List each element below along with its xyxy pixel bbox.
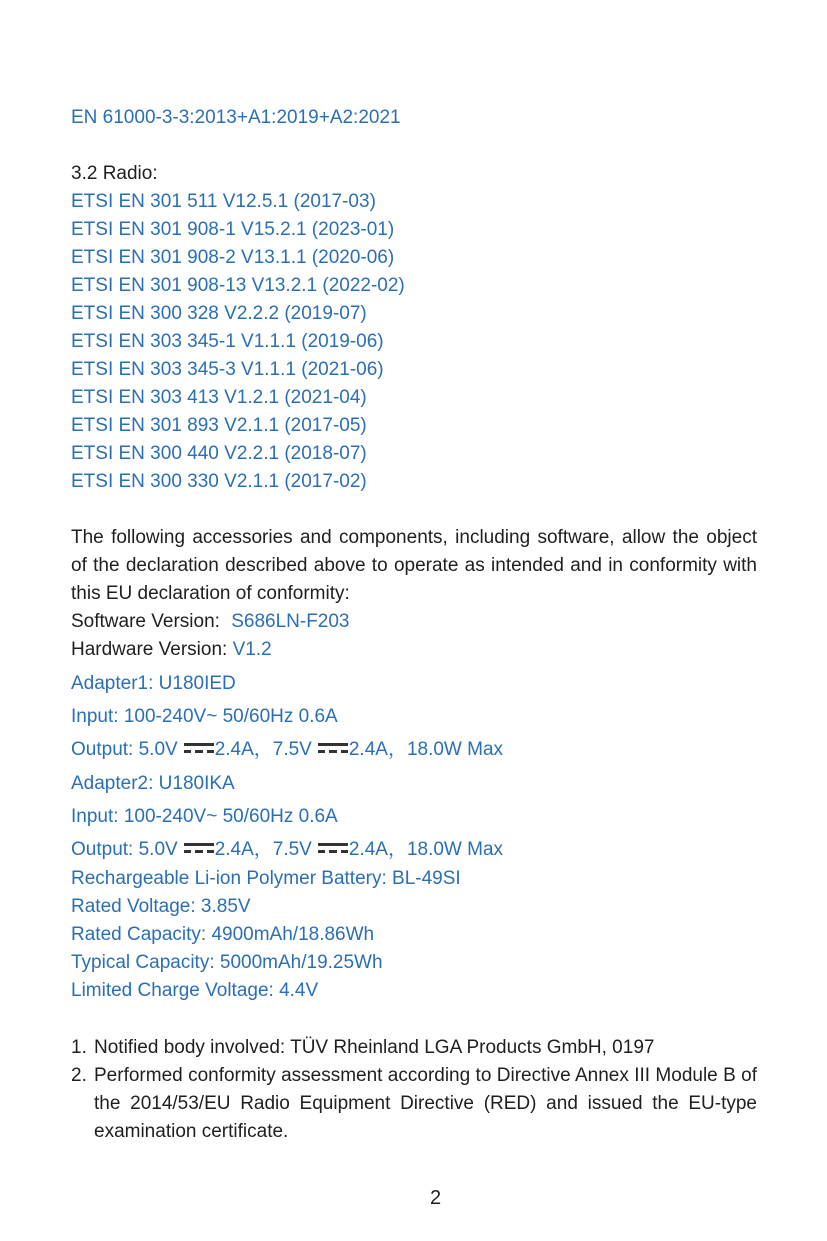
dc-symbol-icon	[184, 742, 214, 754]
adapter2-input: Input: 100-240V~ 50/60Hz 0.6A	[71, 806, 338, 827]
dc-symbol-icon	[318, 742, 348, 754]
adapter2-output-suffix: 2.4A，18.0W Max	[348, 839, 504, 860]
radio-standard: ETSI EN 303 345-1 V1.1.1 (2019-06)	[71, 331, 384, 352]
adapter1-output-suffix: 2.4A，18.0W Max	[348, 739, 504, 760]
battery-name: Rechargeable Li-ion Polymer Battery: BL-49SI	[71, 868, 461, 889]
hardware-version-value: V1.2	[232, 639, 272, 660]
adapter1-output	[71, 738, 503, 762]
software-version-value: S686LN-F203	[231, 611, 350, 632]
software-version-line	[71, 610, 350, 634]
radio-standard: ETSI EN 303 413 V1.2.1 (2021-04)	[71, 387, 367, 408]
radio-standard: ETSI EN 300 328 V2.2.2 (2019-07)	[71, 303, 367, 324]
accessories-paragraph: The following accessories and components, including software, allow the object of the declaration described above to operate as intended and in conformity with this EU declaration of conformity:	[71, 527, 757, 604]
adapter2-output-mid: 2.4A，7.5V	[214, 839, 312, 860]
adapter2-output	[71, 838, 503, 862]
note-text: Performed conformity assessment according to Directive Annex III Module B of the 2014/53/EU Radio Equipment Directive (RED) and issued the EU-type examination certificate.	[94, 1065, 757, 1142]
note-text: Notified body involved: TÜV Rheinland LGA Products GmbH, 0197	[94, 1037, 655, 1058]
adapter1-output-prefix: Output: 5.0V	[71, 739, 178, 760]
adapter1-name: Adapter1: U180IED	[71, 673, 236, 694]
top-standard: EN 61000-3-3:2013+A1:2019+A2:2021	[71, 107, 401, 128]
page-number: 2	[429, 1187, 442, 1209]
battery-limited-charge-voltage: Limited Charge Voltage: 4.4V	[71, 980, 319, 1001]
dc-symbol-icon	[318, 842, 348, 854]
radio-standard: ETSI EN 301 893 V2.1.1 (2017-05)	[71, 415, 367, 436]
radio-standard: ETSI EN 300 330 V2.1.1 (2017-02)	[71, 471, 367, 492]
battery-rated-capacity: Rated Capacity: 4900mAh/18.86Wh	[71, 924, 375, 945]
battery-typical-capacity: Typical Capacity: 5000mAh/19.25Wh	[71, 952, 383, 973]
dc-symbol-icon	[184, 842, 214, 854]
radio-heading: 3.2 Radio:	[71, 163, 158, 184]
radio-standard: ETSI EN 301 908-13 V13.2.1 (2022-02)	[71, 275, 405, 296]
hardware-version-label: Hardware Version:	[71, 639, 228, 660]
adapter2-name: Adapter2: U180IKA	[71, 773, 235, 794]
radio-standard: ETSI EN 301 511 V12.5.1 (2017-03)	[71, 191, 376, 212]
adapter1-output-mid: 2.4A，7.5V	[214, 739, 312, 760]
adapter1-input: Input: 100-240V~ 50/60Hz 0.6A	[71, 706, 338, 727]
radio-standard: ETSI EN 300 440 V2.2.1 (2018-07)	[71, 443, 367, 464]
hardware-version-line	[71, 638, 272, 662]
note-number: 2.	[71, 1065, 87, 1086]
battery-rated-voltage: Rated Voltage: 3.85V	[71, 896, 251, 917]
radio-standard: ETSI EN 301 908-1 V15.2.1 (2023-01)	[71, 219, 395, 240]
radio-standard: ETSI EN 301 908-2 V13.1.1 (2020-06)	[71, 247, 395, 268]
note-number: 1.	[71, 1037, 87, 1058]
radio-standard: ETSI EN 303 345-3 V1.1.1 (2021-06)	[71, 359, 384, 380]
software-version-label: Software Version:	[71, 611, 220, 632]
adapter2-output-prefix: Output: 5.0V	[71, 839, 178, 860]
